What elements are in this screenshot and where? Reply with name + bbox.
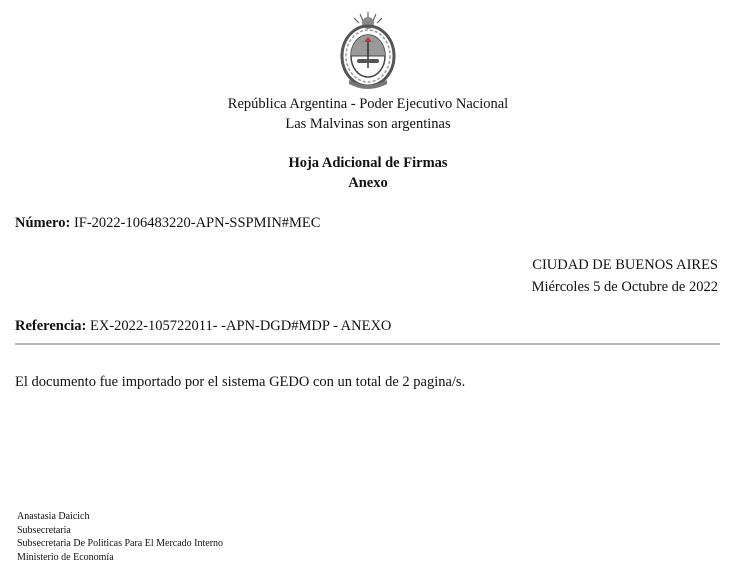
signer-ministry: Ministerio de Economía [17,551,114,563]
numero-value: IF-2022-106483220-APN-SSPMIN#MEC [73,215,321,231]
signer-name: Anastasia Daicich [17,511,90,522]
signer-role: Subsecretaria [17,524,71,536]
referencia-value: EX-2022-105722011- -APN-DGD#MDP - ANEXO [90,318,392,334]
numero-label: Número: [15,215,71,231]
divider [15,343,720,345]
document-title: Hoja Adicional de Firmas [288,155,448,171]
signature-block [17,510,223,564]
city: CIUDAD DE BUENOS AIRES [532,257,718,273]
body-text: El documento fue importado por el sistema GEDO con un total de 2 pagina/s. [15,374,466,390]
referencia-row [15,318,391,335]
numero-row [15,215,320,232]
referencia-label: Referencia: [15,318,87,334]
document-subtitle: Anexo [348,175,388,191]
signer-office: Subsecretaria De Politicas Para El Mercado Interno [17,538,224,549]
header-line-1: República Argentina - Poder Ejecutivo Nacional [227,96,509,112]
argentina-coat-of-arms-icon [335,10,401,92]
header-line-2: Las Malvinas son argentinas [285,116,451,132]
date: Miércoles 5 de Octubre de 2022 [531,279,718,295]
